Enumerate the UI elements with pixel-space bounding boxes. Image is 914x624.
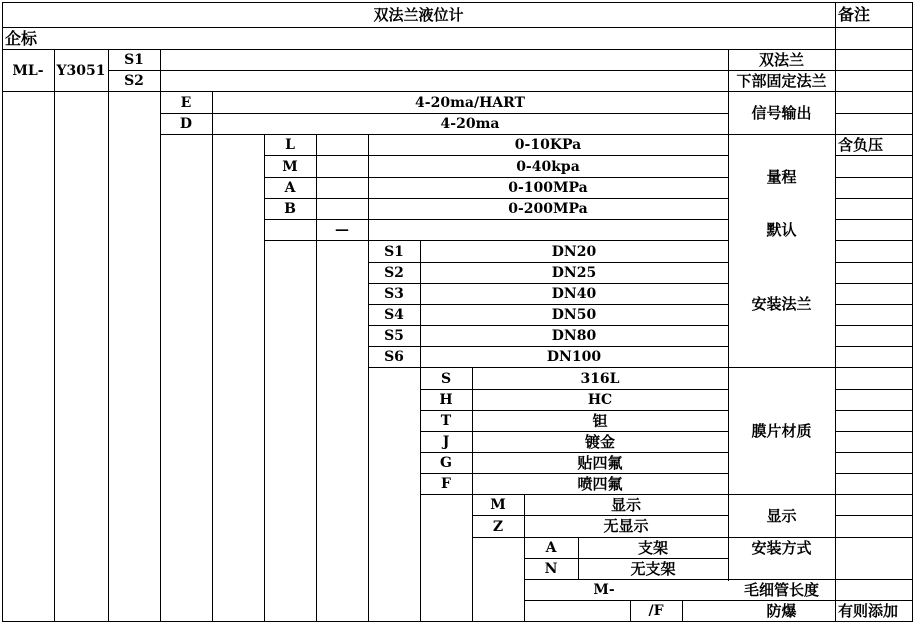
flange-code: S6 — [384, 349, 404, 365]
grid-line — [835, 240, 912, 241]
model-series: Y3051 — [56, 62, 106, 79]
grid-line — [835, 325, 912, 326]
range-default-code: — — [335, 222, 349, 238]
grid-line — [2, 621, 912, 622]
display-desc: 显示 — [610, 495, 641, 514]
diaphragm-code: G — [440, 455, 452, 471]
explosion-proof-remark: 有则添加 — [838, 601, 899, 620]
signal-desc: 4-20ma — [440, 116, 500, 132]
grid-line — [835, 283, 912, 284]
grid-line — [160, 49, 161, 622]
structure-code: S1 — [124, 52, 144, 68]
diaphragm-label: 膜片材质 — [751, 421, 812, 440]
mounting-code: N — [544, 561, 558, 577]
flange-desc: DN80 — [551, 328, 597, 344]
grid-line — [835, 2, 836, 622]
diaphragm-code: S — [440, 370, 452, 387]
grid-line — [835, 70, 912, 71]
remarks-header: 备注 — [838, 5, 871, 24]
diaphragm-desc: 316L — [580, 370, 620, 387]
signal-output-label: 信号输出 — [751, 103, 812, 122]
grid-line — [835, 410, 912, 411]
range-code: A — [284, 180, 296, 196]
model-prefix: ML- — [12, 62, 44, 79]
flange-desc: DN50 — [551, 307, 597, 323]
structure-code: S2 — [124, 73, 144, 89]
diaphragm-desc: 镀金 — [584, 432, 615, 451]
display-code: M — [490, 497, 506, 513]
capillary-label: 毛细管长度 — [743, 580, 819, 599]
flange-code: S3 — [384, 286, 404, 302]
range-desc: 0-100MPa — [508, 180, 588, 196]
diaphragm-code: T — [440, 413, 452, 429]
grid-line — [835, 198, 912, 199]
page-title: 双法兰液位计 — [373, 5, 464, 24]
grid-line — [2, 27, 912, 28]
range-label: 量程 — [766, 167, 797, 186]
diaphragm-desc: 钽 — [592, 411, 608, 430]
grid-line — [912, 2, 913, 622]
flange-desc: DN25 — [551, 265, 597, 281]
grid-line — [835, 219, 912, 220]
diaphragm-code: F — [441, 476, 451, 492]
grid-line — [835, 262, 912, 263]
mounting-desc: 无支架 — [630, 559, 676, 578]
grid-line — [835, 515, 912, 516]
grid-line — [212, 91, 213, 622]
diaphragm-code: J — [442, 434, 450, 450]
flange-desc: DN40 — [551, 286, 597, 302]
range-desc: 0-40kpa — [516, 158, 580, 175]
explosion-proof-label: 防爆 — [766, 601, 797, 620]
grid-line — [316, 134, 317, 622]
capillary-code: M- — [593, 582, 615, 598]
mounting-desc: 支架 — [637, 538, 668, 557]
range-default-label: 默认 — [766, 220, 797, 239]
flange-code: S1 — [384, 243, 404, 260]
grid-line — [835, 452, 912, 453]
display-code: Z — [492, 518, 504, 535]
grid-line — [835, 155, 912, 156]
grid-line — [835, 304, 912, 305]
structure-desc: 双法兰 — [758, 50, 804, 69]
signal-desc: 4-20ma/HART — [415, 94, 525, 111]
range-remark: 含负压 — [838, 135, 884, 154]
grid-line — [835, 346, 912, 347]
flange-label: 安装法兰 — [751, 294, 812, 313]
grid-line — [835, 389, 912, 390]
diaphragm-desc: 喷四氟 — [577, 474, 623, 493]
grid-line — [682, 600, 683, 622]
explosion-proof-code: /F — [648, 603, 664, 619]
grid-line — [835, 431, 912, 432]
display-label: 显示 — [766, 506, 797, 525]
grid-line — [108, 49, 109, 622]
structure-desc: 下部固定法兰 — [736, 71, 827, 90]
signal-code: E — [180, 94, 192, 111]
range-desc: 0-10KPa — [514, 137, 582, 153]
flange-code: S4 — [384, 307, 404, 323]
signal-code: D — [179, 116, 193, 132]
grid-line — [835, 113, 912, 114]
grid-line — [835, 473, 912, 474]
diaphragm-desc: 贴四氟 — [577, 453, 623, 472]
diaphragm-desc: HC — [587, 392, 613, 408]
range-desc: 0-200MPa — [508, 201, 588, 217]
range-code: L — [285, 137, 295, 153]
grid-line — [835, 177, 912, 178]
diaphragm-code: H — [439, 392, 453, 408]
flange-desc: DN100 — [546, 349, 602, 365]
flange-code: S5 — [384, 328, 404, 344]
mounting-code: A — [545, 540, 557, 556]
display-desc: 无显示 — [603, 517, 649, 535]
range-code: M — [282, 158, 298, 175]
flange-desc: DN20 — [551, 243, 597, 260]
range-code: B — [284, 201, 296, 217]
mounting-label: 安装方式 — [751, 538, 812, 557]
company-mark-label: 企标 — [5, 28, 38, 48]
grid-line — [2, 2, 3, 622]
grid-line — [54, 49, 55, 622]
flange-code: S2 — [384, 265, 404, 281]
